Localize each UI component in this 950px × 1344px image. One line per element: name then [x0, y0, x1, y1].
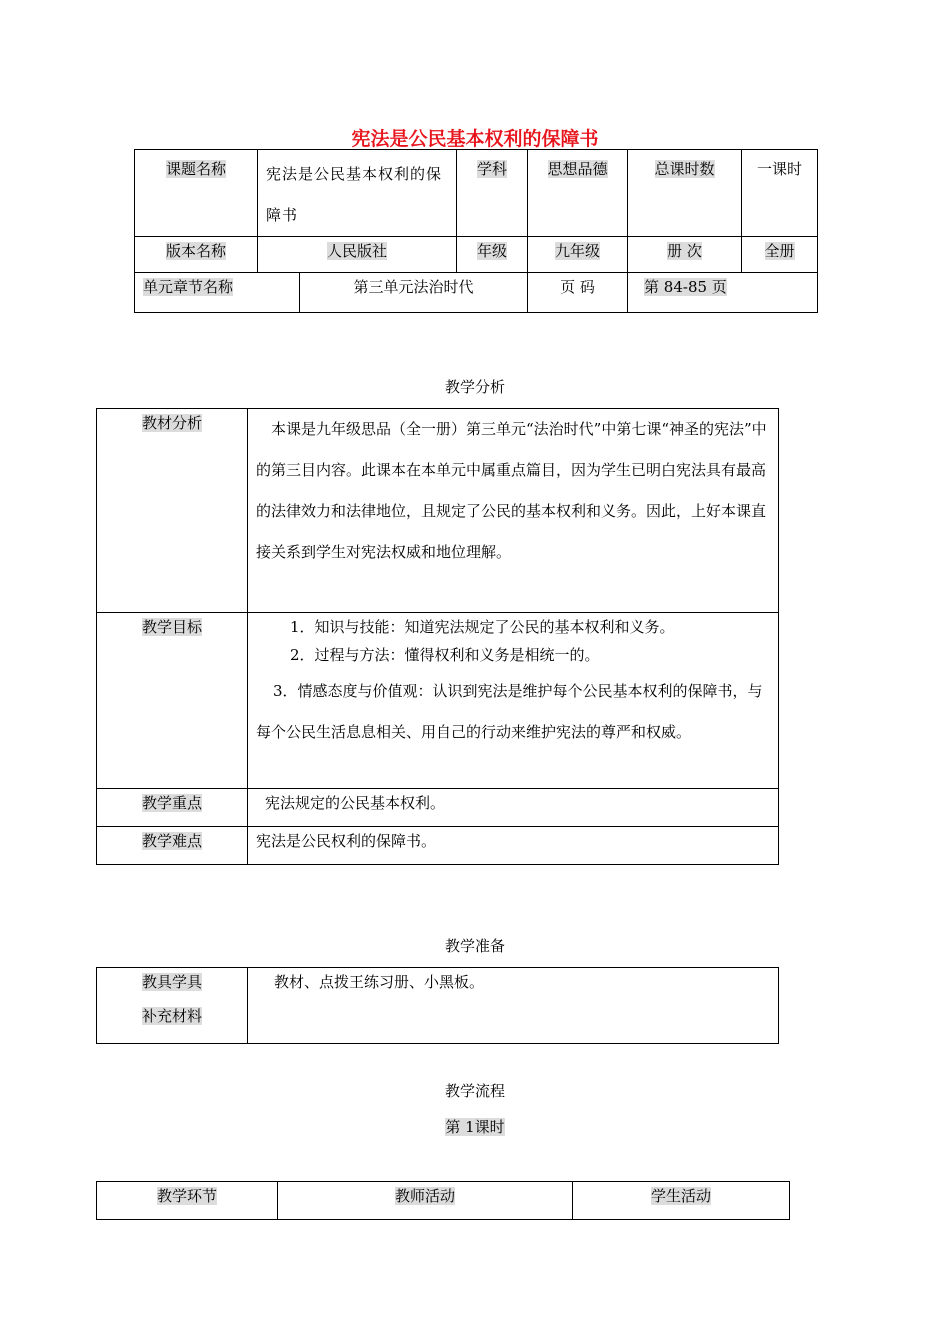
col-header-student: 学生活动: [573, 1182, 790, 1220]
col-header-stage: 教学环节: [97, 1182, 278, 1220]
teaching-goals-label: 教学目标: [97, 613, 248, 789]
col-header-teacher: 教师活动: [278, 1182, 573, 1220]
key-point-text: 宪法规定的公民基本权利。: [248, 789, 779, 827]
goal-1: 1．知识与技能：知道宪法规定了公民的基本权利和义务。: [290, 618, 675, 636]
lesson-period: 第 1课时: [445, 1118, 505, 1136]
difficulty-label: 教学难点: [97, 827, 248, 865]
goal-3: 3．情感态度与价值观：认识到宪法是维护每个公民基本权利的保障书，与每个公民生活息息相关、用自己的行动来维护宪法的尊严和权威。: [256, 682, 763, 741]
section-analysis-title: 教学分析: [444, 378, 505, 396]
goal-2: 2．过程与方法：懂得权利和义务是相统一的。: [290, 646, 600, 664]
difficulty-text: 宪法是公民权利的保障书。: [248, 827, 779, 865]
unit-value: 第三单元法治时代: [300, 273, 528, 313]
document-title: 宪法是公民基本权利的保障书: [351, 128, 599, 150]
lesson-info-table: [134, 149, 818, 313]
flow-table: [96, 1181, 790, 1220]
section-prep-title: 教学准备: [444, 937, 505, 955]
label-unit: 单元章节名称: [135, 273, 300, 313]
pages-value: 第 84-85 页: [628, 273, 818, 313]
textbook-analysis-label: 教材分析: [97, 409, 248, 613]
label-total-hours: 总课时数: [628, 150, 742, 237]
prep-label: 教具学具 补充材料: [97, 968, 248, 1044]
label-subject: 学科: [457, 150, 528, 237]
topic-value: 宪法是公民基本权利的保障书: [258, 150, 457, 237]
volume-value: 全册: [742, 237, 818, 273]
subject-value: 思想品德: [528, 150, 628, 237]
textbook-analysis-text: 本课是九年级思品（全一册）第三单元“法治时代”中第七课“神圣的宪法”中的第三目内容。此课本在本单元中属重点篇目，因为学生已明白宪法具有最高的法律效力和法律地位，且规定了公民的基本权利和义务。因此，上好本课直接关系到学生对宪法权威和地位理解。: [248, 409, 779, 613]
grade-value: 九年级: [528, 237, 628, 273]
label-grade: 年级: [457, 237, 528, 273]
label-pages: 页 码: [528, 273, 628, 313]
section-flow-title: 教学流程: [444, 1082, 505, 1100]
label-volume: 册 次: [628, 237, 742, 273]
total-hours-value: 一课时: [742, 150, 818, 237]
key-point-label: 教学重点: [97, 789, 248, 827]
edition-value: 人民版社: [258, 237, 457, 273]
prep-table: [96, 967, 779, 1044]
label-topic: 课题名称: [135, 150, 258, 237]
teaching-goals-text: [248, 613, 779, 789]
prep-text: 教材、点拨王练习册、小黑板。: [248, 968, 779, 1044]
analysis-table: [96, 408, 779, 865]
label-edition: 版本名称: [135, 237, 258, 273]
